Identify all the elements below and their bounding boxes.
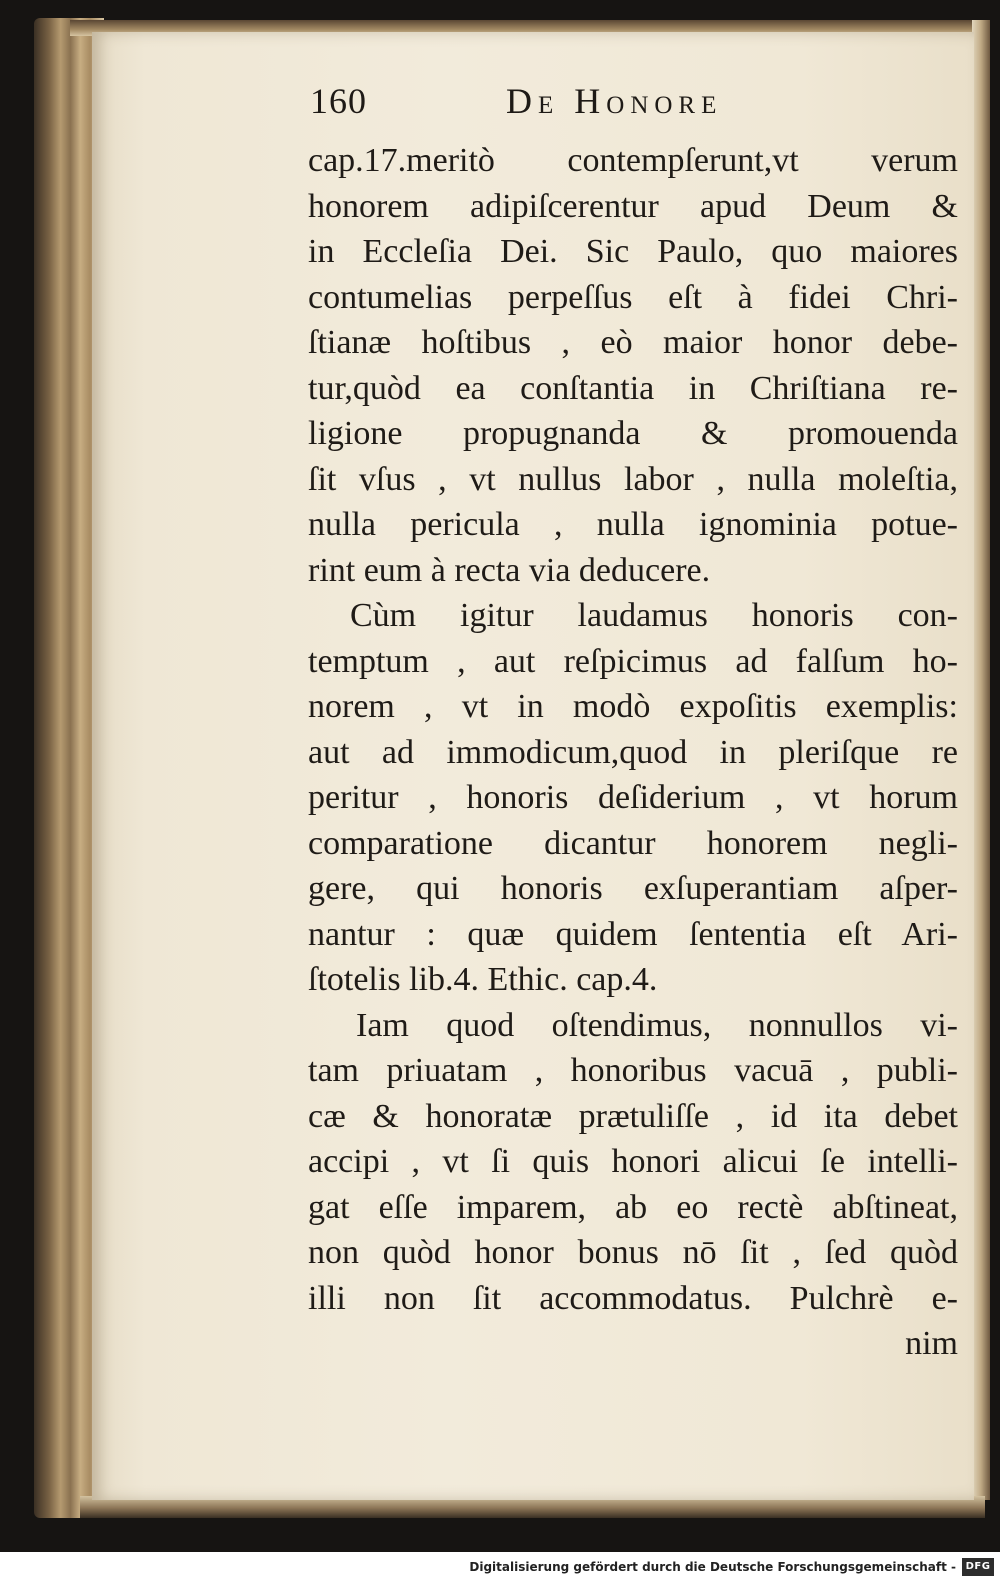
footer-bar	[0, 1552, 1000, 1586]
text-line: cap.17.meritò contempſerunt,vt verum	[308, 142, 958, 179]
funding-credit: Digitalisierung gefördert durch die Deutsche Forschungsgemeinschaft -	[469, 1560, 956, 1574]
text-line: ſit vſus , vt nullus labor , nulla moleſtia,	[308, 460, 958, 498]
text-line: accipi , vt ſi quis honori alicui ſe intelli-	[308, 1143, 958, 1180]
text-line: nulla pericula , nulla ignominia potue-	[308, 506, 958, 543]
catchword: nim	[905, 1325, 958, 1362]
book-edge-right	[972, 20, 990, 1500]
dfg-logo: DFG	[962, 1558, 994, 1576]
text-line: gat eſſe imparem, ab eo rectè abſtineat,	[308, 1188, 958, 1226]
text-line: tur,quòd ea conſtantia in Chriſtiana re-	[308, 369, 958, 407]
text-line: ſtotelis lib.4. Ethic. cap.4.	[308, 961, 658, 998]
text-line: aut ad immodicum,quod in pleriſque re	[308, 733, 958, 771]
text-line: tam priuatam , honoribus vacuā , publi-	[308, 1052, 958, 1089]
paragraph-start-line: Cùm igitur laudamus honoris con-	[350, 597, 958, 634]
page-number: 160	[310, 81, 367, 121]
running-head	[310, 80, 960, 130]
text-line: ſtianæ hoſtibus , eò maior honor debe-	[308, 324, 958, 361]
text-line: in Eccleſia Dei. Sic Paulo, quo maiores	[308, 233, 958, 270]
paragraph-start-line: Iam quod oſtendimus, nonnullos vi-	[356, 1006, 958, 1044]
text-block	[308, 138, 958, 1367]
text-line: non quòd honor bonus nō ſit , ſed quòd	[308, 1234, 958, 1271]
text-line: temptum , aut reſpicimus ad falſum ho-	[308, 642, 958, 680]
running-title: De Honore	[506, 81, 723, 121]
text-line: gere, qui honoris exſuperantiam aſper-	[308, 870, 958, 907]
text-line: rint eum à recta via deducere.	[308, 551, 711, 589]
text-line: norem , vt in modò expoſitis exemplis:	[308, 688, 958, 725]
text-line: ligione propugnanda & promouenda	[308, 415, 958, 452]
text-line: nantur : quæ quidem ſententia eſt Ari-	[308, 915, 958, 953]
text-line: honorem adipiſcerentur apud Deum &	[308, 187, 958, 225]
text-line: illi non ſit accommodatus. Pulchrè e-	[308, 1279, 958, 1317]
text-line: peritur , honoris deſiderium , vt horum	[308, 779, 958, 816]
text-line: comparatione dicantur honorem negli-	[308, 824, 958, 862]
text-line: contumelias perpeſſus eſt à fidei Chri-	[308, 278, 958, 316]
text-line: cæ & honoratæ prætuliſſe , id ita debet	[308, 1097, 958, 1135]
